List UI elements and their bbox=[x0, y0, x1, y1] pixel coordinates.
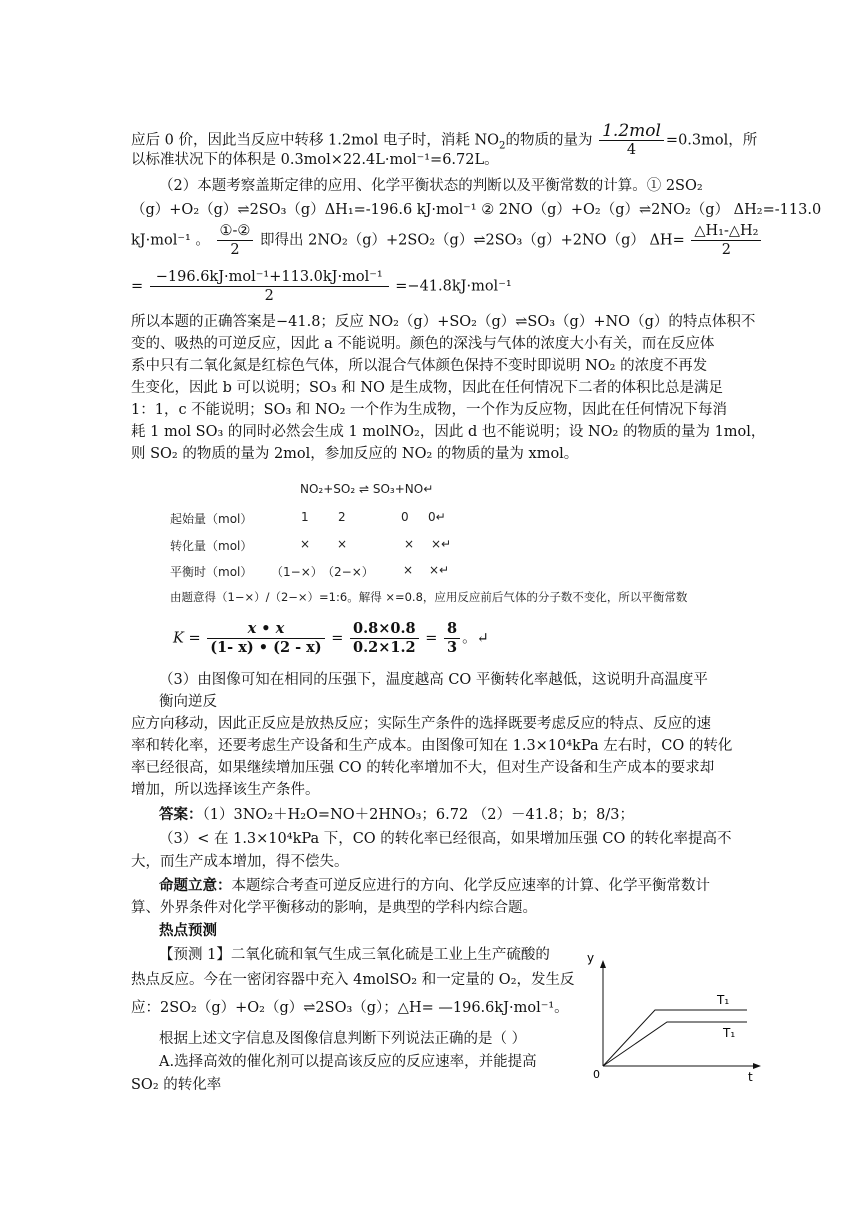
answer-line bbox=[159, 805, 634, 825]
text-line: 率和转化率，还要考虑生产设备和生产成本。由图像可知在 1.3×10⁴kPa 左右时，CO 的转化 bbox=[131, 738, 733, 754]
k-label: K = bbox=[173, 630, 201, 647]
table-row-label: 转化量（mol） bbox=[170, 539, 253, 553]
text-line: 则 SO₂ 的物质的量为 2mol，参加反应的 NO₂ 的物质的量为 xmol。 bbox=[131, 446, 579, 462]
origin-label: 0 bbox=[593, 1068, 600, 1081]
fraction bbox=[444, 620, 460, 657]
text-line: 根据上述文字信息及图像信息判断下列说法正确的是（ ） bbox=[159, 1031, 527, 1047]
text-line: 系中只有二氧化氮是红棕色气体，所以混合气体颜色保持不变时即说明 NO₂ 的浓度不再发 bbox=[131, 358, 708, 374]
text-segment: 应后 0 价，因此当反应中转移 1.2mol 电子时，消耗 NO bbox=[131, 132, 500, 149]
fraction bbox=[350, 620, 419, 657]
section-heading: 热点预测 bbox=[159, 922, 217, 939]
text-line: 率已经很高，如果继续增加压强 CO 的转化率增加不大，但对生产设备和生产成本的要求却 bbox=[131, 760, 715, 776]
text-line: （g）+O₂（g）⇌2SO₃（g）ΔH₁=-196.6 kJ·mol⁻¹ ② 2NO（g）+O₂（g）⇌2NO₂（g） ΔH₂=-113.0 bbox=[131, 202, 822, 218]
text-line: A.选择高效的催化剂可以提高该反应的反应速率，并能提高 bbox=[159, 1054, 537, 1070]
fraction-denominator: 4 bbox=[626, 142, 637, 158]
text-line: （3）由图像可知在相同的压强下，温度越高 CO 平衡转化率越低，这说明升高温度平 bbox=[159, 672, 708, 688]
upper-curve-label: T₁ bbox=[717, 993, 730, 1007]
text-line: 1：1，c 不能说明；SO₃ 和 NO₂ 一个作为生成物，一个作为反应物，因此在任何情况下每消 bbox=[131, 402, 728, 418]
table-cell: （2−×） bbox=[322, 565, 374, 579]
fraction bbox=[150, 268, 389, 305]
text-line: 热点反应。今在一密闭容器中充入 4molSO₂ 和一定量的 O₂，发生反 bbox=[131, 972, 575, 988]
fraction-numerator: 0.8×0.8 bbox=[350, 620, 419, 639]
text-segment: = bbox=[131, 278, 144, 295]
y-axis-label: y bbox=[587, 951, 595, 965]
text-segment: 即得出 2NO₂（g）+2SO₂（g）⇌2SO₃（g）+2NO（g） ΔH= bbox=[255, 232, 685, 249]
text-segment: 本题综合考查可逆反应进行的方向、化学反应速率的计算、化学平衡常数计 bbox=[231, 878, 710, 894]
text-line bbox=[131, 268, 512, 305]
equilibrium-equation: NO₂+SO₂ ⇌ SO₃+NO↵ bbox=[300, 482, 434, 496]
intent-line bbox=[159, 876, 710, 896]
fraction bbox=[217, 222, 254, 259]
table-cell: × bbox=[337, 537, 348, 551]
fraction-numerator: 8 bbox=[444, 620, 460, 639]
text-line: 应方向移动，因此正反应是放热反应；实际生产条件的选择既要考虑反应的特点、反应的速 bbox=[131, 716, 711, 732]
table-row-label: 平衡时（mol） bbox=[170, 565, 253, 579]
fraction-numerator: x • x bbox=[207, 620, 324, 639]
table-cell: 0↵ bbox=[428, 510, 446, 524]
table-cell: 0 bbox=[401, 510, 409, 524]
text-line: 【预测 1】二氧化硫和氧气生成三氧化硫是工业上生产硫酸的 bbox=[159, 947, 550, 963]
text-line: 算、外界条件对化学平衡移动的影响，是典型的学科内综合题。 bbox=[131, 900, 537, 916]
text-line: 变的、吸热的可逆反应，因此 a 不能说明。颜色的深浅与气体的浓度大小有关，而在反应体 bbox=[131, 336, 715, 352]
y-axis-arrow bbox=[600, 960, 606, 968]
fraction-numerator: △H₁-△H₂ bbox=[691, 222, 761, 241]
fraction-denominator: 2 bbox=[721, 242, 732, 258]
table-cell: 2 bbox=[338, 510, 346, 524]
fraction-numerator: ①-② bbox=[217, 222, 254, 241]
text-line: 生变化，因此 b 可以说明；SO₃ 和 NO 是生成物，因此在任何情况下二者的体积比总是满足 bbox=[131, 380, 724, 396]
text-segment: 。↵ bbox=[462, 630, 489, 647]
fraction-denominator: 0.2×1.2 bbox=[353, 639, 416, 656]
text-line: 所以本题的正确答案是−41.8；反应 NO₂（g）+SO₂（g）⇌SO₃（g）+NO（g）的特点体积不 bbox=[131, 314, 756, 330]
table-cell: 1 bbox=[301, 510, 309, 524]
x-axis-arrow bbox=[753, 1063, 761, 1069]
text-line: 应：2SO₂（g）+O₂（g）⇌2SO₃（g）；△H= —196.6kJ·mol⁻¹。 bbox=[131, 1000, 569, 1016]
table-cell: × bbox=[300, 537, 311, 551]
text-line: 衡向逆反 bbox=[159, 694, 217, 710]
text-line: （3）< 在 1.3×10⁴kPa 下，CO 的转化率已经很高，如果增加压强 CO 的转化率提高不 bbox=[159, 831, 732, 847]
table-cell: × bbox=[404, 537, 415, 551]
text-segment: （1）3NO₂＋H₂O=NO＋2HNO₃；6.72 （2）－41.8；b；8/3； bbox=[202, 807, 634, 823]
text-segment: =−41.8kJ·mol⁻¹ bbox=[390, 278, 512, 295]
table-cell: （1−×） bbox=[271, 565, 323, 579]
table-cell: ×↵ bbox=[429, 563, 450, 577]
text-line: （2）本题考察盖斯定律的应用、化学平衡状态的判断以及平衡常数的计算。① 2SO₂ bbox=[159, 178, 703, 194]
table-note: 由题意得（1−×）/（2−×）=1:6。解得 ×=0.8，应用反应前后气体的分子数不变化，所以平衡常数 bbox=[170, 590, 688, 604]
fraction bbox=[599, 122, 664, 159]
text-line: 耗 1 mol SO₃ 的同时必然会生成 1 molNO₂，因此 d 也不能说明；设 NO₂ 的物质的量为 1mol， bbox=[131, 424, 766, 440]
text-line: 以标准状况下的体积是 0.3mol×22.4L·mol⁻¹=6.72L。 bbox=[131, 152, 499, 168]
lower-curve-label: T₁ bbox=[723, 1026, 736, 1040]
table-row-label: 起始量（mol） bbox=[170, 512, 253, 526]
temperature-graph bbox=[585, 948, 775, 1088]
text-segment: kJ·mol⁻¹ 。 bbox=[131, 232, 210, 249]
text-line: 大，而生产成本增加，得不偿失。 bbox=[131, 854, 349, 870]
x-axis-label: t bbox=[748, 1070, 753, 1084]
text-line: 增加，所以选择该生产条件。 bbox=[131, 782, 320, 798]
table-cell: × bbox=[403, 563, 414, 577]
text-segment: 的物质的量为 bbox=[505, 132, 593, 149]
fraction-denominator: 2 bbox=[264, 288, 274, 304]
fraction-denominator: (1- x) • (2 - x) bbox=[210, 639, 322, 656]
fraction-numerator: 1.2mol bbox=[599, 122, 664, 141]
fraction bbox=[691, 222, 761, 259]
answer-label: 答案： bbox=[159, 806, 203, 823]
fraction-denominator: 3 bbox=[447, 639, 458, 656]
text-line: 应后 0 价，因此当反应中转移 1.2mol 电子时，消耗 $NO_2$的物质的量为 $\frac{\text{1.2mol}}{4}$ =0.3mol，所 bbox=[131, 121, 758, 158]
text-line: SO₂ 的转化率 bbox=[131, 1077, 222, 1093]
text-segment: =0.3mol，所 bbox=[665, 132, 758, 149]
equilibrium-constant-formula: K = $\frac{x • x}{(1- x) • (2 - x)}$ = $\frac{0.8\times 0.8}{0.2\times 1.2}$ = $\frac{8}{3}$ 。↵ bbox=[173, 620, 489, 656]
fraction-denominator: 2 bbox=[230, 242, 240, 258]
text-line bbox=[131, 222, 763, 259]
fraction bbox=[207, 620, 324, 657]
fraction-numerator: −196.6kJ·mol⁻¹+113.0kJ·mol⁻¹ bbox=[150, 268, 389, 287]
table-cell: ×↵ bbox=[431, 537, 452, 551]
intent-label: 命题立意： bbox=[159, 877, 232, 894]
